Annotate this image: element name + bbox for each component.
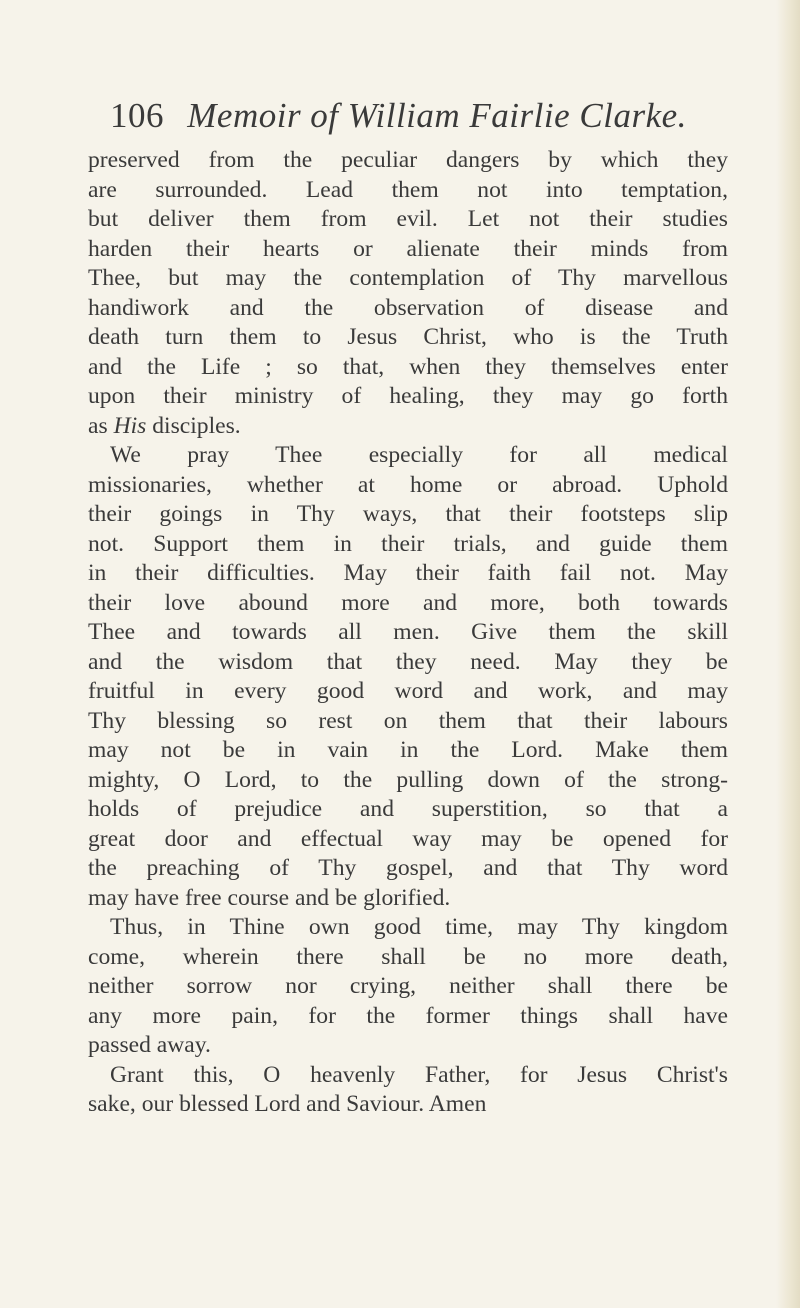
text-line: any more pain, for the former things shall have [88, 1002, 728, 1029]
page-number: 106 [110, 96, 164, 135]
text-line: preserved from the peculiar dangers by which they [88, 147, 728, 173]
text-line: the preaching of Thy gospel, and that Thy word [88, 855, 728, 881]
text-line: sake, our blessed Lord and Saviour. Amen [88, 1091, 487, 1117]
text-line: may not be in vain in the Lord. Make them [88, 737, 728, 763]
text-line: passed away. [88, 1032, 211, 1058]
paragraph-2 [88, 441, 728, 913]
text-line [88, 412, 728, 442]
paragraph-1 [88, 146, 728, 441]
text-fragment: disciples. [146, 412, 241, 439]
running-title: Memoir of William Fairlie Clarke. [187, 96, 687, 135]
text-line: are surrounded. Lead them not into temptation, [88, 176, 728, 203]
body-text [88, 146, 728, 1120]
page-edge-shadow [776, 0, 800, 1308]
text-line: Thus, in Thine own good time, may Thy kingdom [110, 914, 728, 940]
text-line: not. Support them in their trials, and guide them [88, 530, 728, 557]
text-line: but deliver them from evil. Let not their studies [88, 206, 728, 232]
text-line: Thy blessing so rest on them that their labours [88, 707, 728, 734]
text-line: and the Life ; so that, when they themselves enter [88, 353, 728, 380]
text-line: handiwork and the observation of disease and [88, 294, 728, 321]
text-line: Thee and towards all men. Give them the skill [88, 619, 728, 645]
text-line: harden their hearts or alienate their minds from [88, 235, 728, 262]
text-line: mighty, O Lord, to the pulling down of the strong- [88, 766, 728, 793]
paragraph-3 [88, 913, 728, 1061]
emphasized-word: His [113, 412, 147, 439]
text-line: in their difficulties. May their faith fail not. May [88, 560, 728, 586]
text-line: We pray Thee especially for all medical [110, 442, 728, 468]
text-line: Thee, but may the contemplation of Thy marvellous [88, 265, 728, 291]
page-header [110, 96, 687, 136]
text-line: and the wisdom that they need. May they be [88, 648, 728, 675]
paragraph-4 [88, 1061, 728, 1120]
text-line: come, wherein there shall be no more death, [88, 943, 728, 970]
text-line: holds of prejudice and superstition, so that a [88, 796, 728, 822]
text-line: great door and effectual way may be opened for [88, 825, 728, 852]
text-line: their goings in Thy ways, that their footsteps slip [88, 501, 728, 527]
text-line: neither sorrow nor crying, neither shall there be [88, 973, 728, 999]
text-line: Grant this, O heavenly Father, for Jesus Christ's [110, 1061, 728, 1088]
text-line: their love abound more and more, both towards [88, 589, 728, 616]
text-line: fruitful in every good word and work, and may [88, 678, 728, 704]
text-line: upon their ministry of healing, they may go forth [88, 383, 728, 409]
text-line: death turn them to Jesus Christ, who is the Truth [88, 324, 728, 350]
text-line: may have free course and be glorified. [88, 884, 451, 911]
text-fragment: as [88, 412, 114, 439]
text-line: missionaries, whether at home or abroad. Uphold [88, 471, 728, 498]
